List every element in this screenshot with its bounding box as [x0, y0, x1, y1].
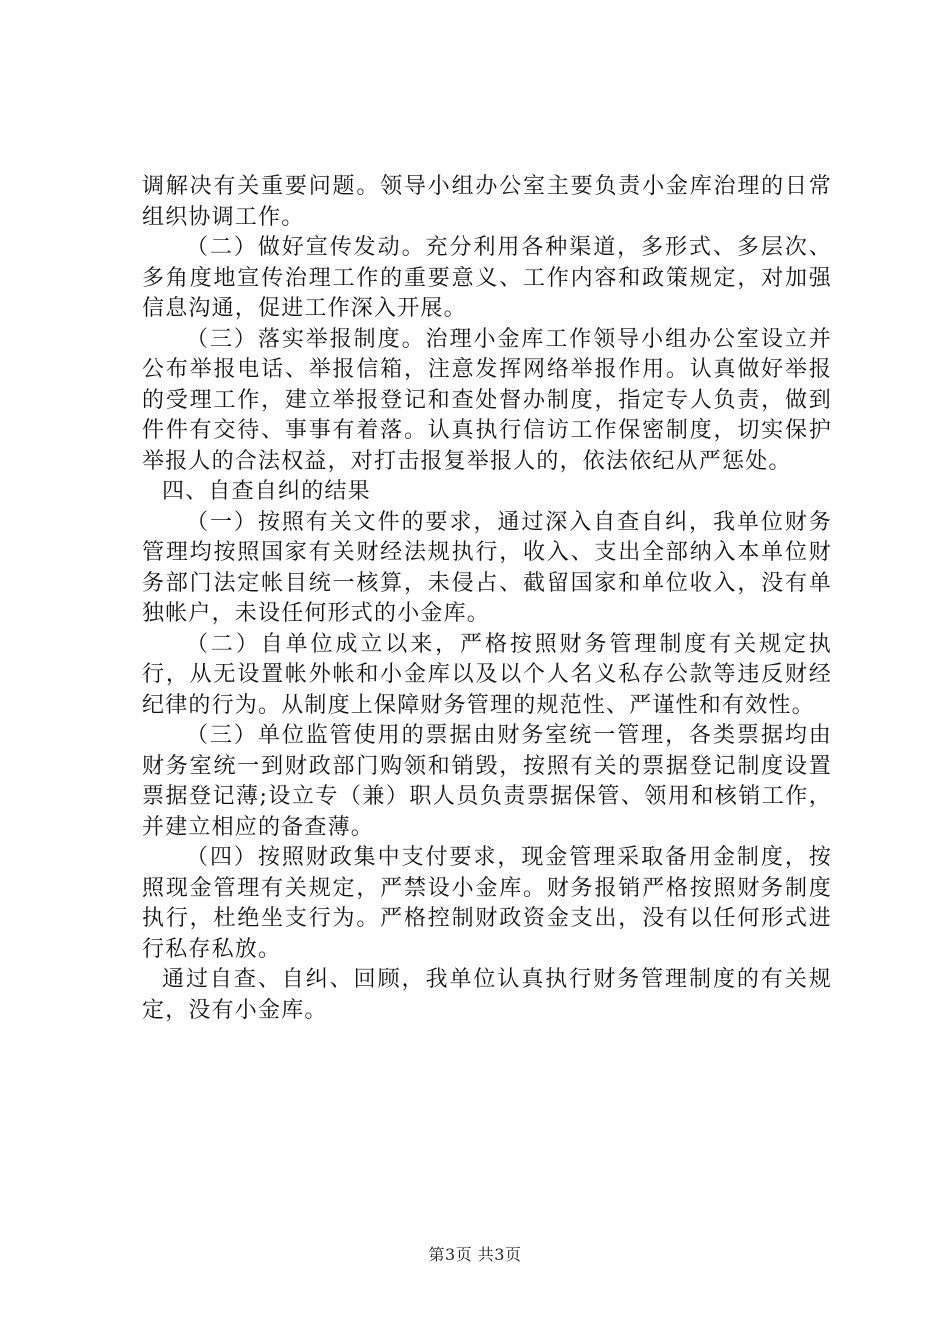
paragraph-2: （二）做好宣传发动。充分利用各种渠道，多形式、多层次、多角度地宣传治理工作的重要意义、工作内容和政策规定，对加强信息沟通，促进工作深入开展。	[142, 235, 832, 321]
section-heading-4: 四、自查自纠的结果	[162, 479, 371, 504]
paragraph-6: （二）自单位成立以来，严格按照财务管理制度有关规定执行，从无设置帐外帐和小金库以及以个人名义私存公款等违反财经纪律的行为。从制度上保障财务管理的规范性、严谨性和有效性。	[142, 631, 832, 718]
paragraph-5: （一）按照有关文件的要求，通过深入自查自纠，我单位财务管理均按照国家有关财经法规执行，收入、支出全部纳入本单位财务部门法定帐目统一核算，未侵占、截留国家和单位收入，没有单独帐户，未设任何形式的小金库。	[142, 509, 832, 626]
paragraph-9: 通过自查、自纠、回顾，我单位认真执行财务管理制度的有关规定，没有小金库。	[142, 967, 832, 1023]
paragraph-1: 调解决有关重要问题。领导小组办公室主要负责小金库治理的日常组织协调工作。	[142, 174, 832, 230]
paragraph-7: （三）单位监管使用的票据由财务室统一管理，各类票据均由财务室统一到财政部门购领和销毁，按照有关的票据登记制度设置票据登记薄;设立专（兼）职人员负责票据保管、领用和核销工作，并建立相应的备查薄。	[142, 723, 832, 840]
paragraph-3: （三）落实举报制度。治理小金库工作领导小组办公室设立并公布举报电话、举报信箱，注意发挥网络举报作用。认真做好举报的受理工作，建立举报登记和查处督办制度，指定专人负责，做到件件有交待、事事有着落。认真执行信访工作保密制度，切实保护举报人的合法权益，对打击报复举报人的，依法依纪从严惩处。	[142, 326, 832, 474]
page-footer	[0, 1242, 950, 1265]
page-number: 第3页 共3页	[428, 1245, 522, 1264]
document-body	[142, 172, 832, 1026]
paragraph-8: （四）按照财政集中支付要求，现金管理采取备用金制度，按照现金管理有关规定，严禁设小金库。财务报销严格按照财务制度执行，杜绝坐支行为。严格控制财政资金支出，没有以任何形式进行私存私放。	[142, 845, 832, 962]
